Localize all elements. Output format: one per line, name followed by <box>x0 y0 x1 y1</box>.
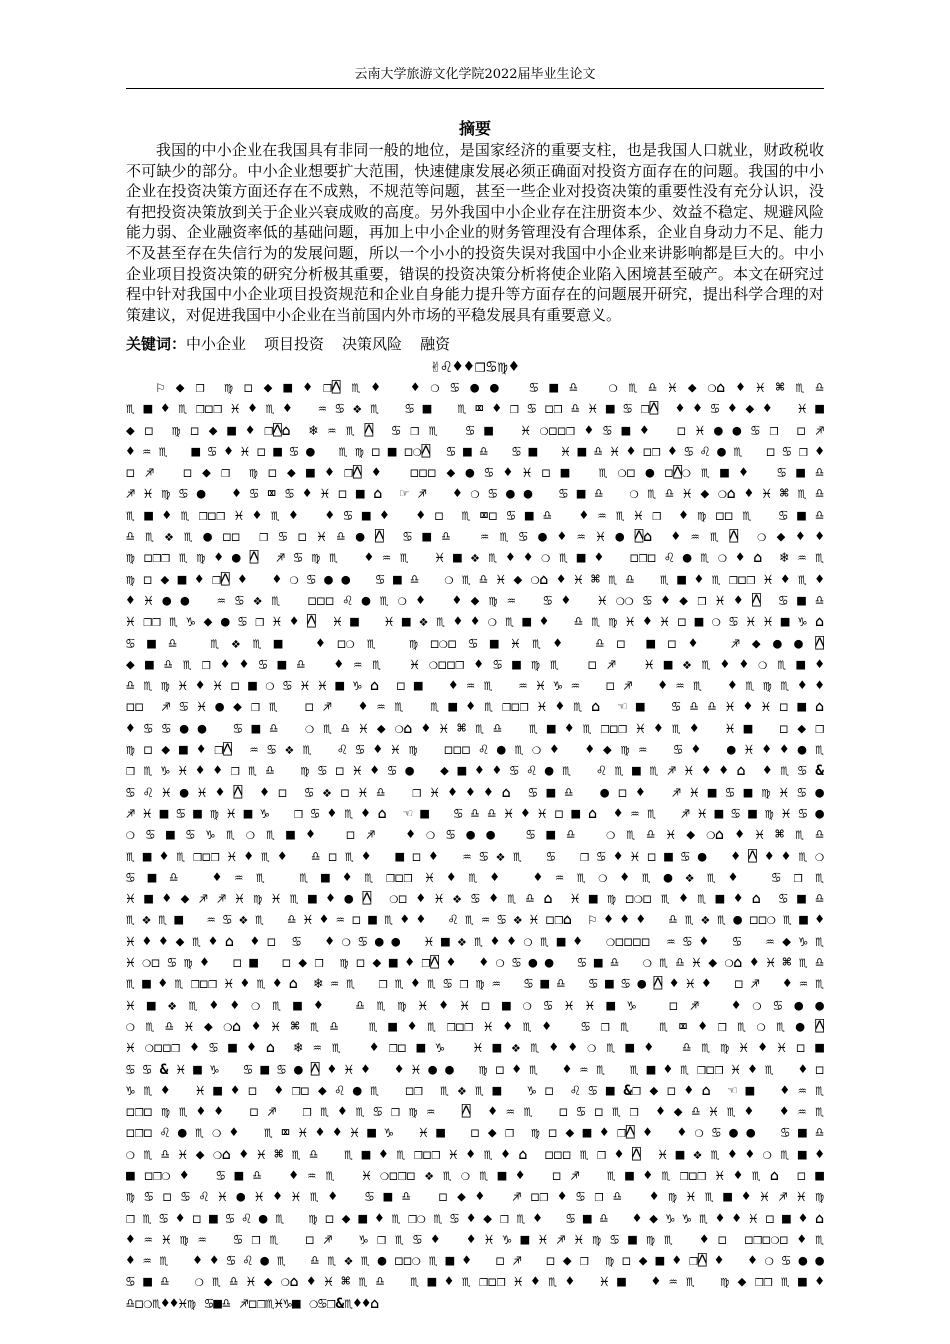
header-rule <box>126 88 824 89</box>
english-abstract-line: ♓♦♦◆♏♦⌂ ♦◻ ♋ ♦❍♋●● ♓■❖♏♦♦❍♏■♦ ❍◻◻◻◻ ♒♋♦ ♋ ♒◆♑♏ <box>126 933 824 950</box>
english-abstract-line: ♏■♦♏❒◻❒♓♦♏♦⌂ ❄♒♏ ❒♏♦♏♋❒♍♒ ♋■♎ ♋■♋●⍓♦♓♦ ◻♐ ♦♒♏ <box>126 976 824 993</box>
english-abstract-line: ♦♓●● ♒♋❖♏ ◻◻◻♌●♏❍♦ ♦◆♍♒ ♋♦ ♓❍❍♋♦◆❒♓♦⍓ ♋■♎ <box>126 592 824 609</box>
english-abstract-line: ♋♋&♓■♑ ♋■♋●⍓♦♓♦ ♦♓●● ♍◻♦♏ ♦♒♏ ♏■♦♏❒◻❒♓♦♏ ♦◻ <box>126 1061 824 1078</box>
english-abstract-line: ♦♋♋●● ♋■♎ ❍♏♎♓◆❍⌂♦♓⌘♏♎ ♏■♦♏❒◻❒♓♦♏♦ ♓■ ◻◆❒ <box>126 720 824 737</box>
english-abstract-line: ♍◻◆■♦❒⍓♦ ♦❍♋●● ♋■♎ ❍♏♎♓◆❍⌂♦♓⌘♏♎ ♏■♦♏❒◻❒♓♦♏♦ <box>126 571 824 588</box>
english-abstract-line: ♍◻❒❒♏♍♦●⍓ ♐♋♍♏ ♦♒♏ ♓■❖♏♦♦❍♏■♦ ◻❒◻♌●♏❍♦⌂ ❄♒♏ <box>126 550 824 567</box>
english-abstract-line: ❍♏♎♓◆❍⌂♦♓⌘♏♎ ♏■♦♏❒◻❒♓♦♏♦ ♋❒♏ ♏⌧♦❒♏❍♏●⍓ <box>126 1018 824 1035</box>
english-abstract-line: ♏■♦♏❒◻❒♓♦♏♦ ♦♋■♦ ♦◻ ♏⌧◻♋■♎ ♦♒♏♓❒ ♦♍◻◻♏ ♋■♎ <box>126 507 824 524</box>
english-abstract-line: ❍♏♎♓◆❍⌂♦♓⌘♏♎ ♏■♦♏❒◻❒♓♦♏♦⌂ ◻◻◻♏❒♦⍓ ♓■❖♏♦♦❍♏■♦ <box>126 1146 824 1163</box>
abstract-body: 我国的中小企业在我国具有非同一般的地位，是国家经济的重要支柱，也是我国人口就业，财政税收不可缺少的部分。中小企业想要扩大范围，快速健康发展必须正确面对投资方面存在的问题。我国的中小企业在投资决策方面还存在不成熟，不规范等问题，甚至一些企业对投资决策的重要性没有充分认识，没有把投资决策放到关于企业兴衰成败的高度。另外我国中小企业存在注册资本少、效益不稳定、规避风险能力弱、企业融资率低的基础问题，再加上中小企业的财务管理没有合理体系，企业自身动力不足、能力不及甚至存在失信行为的发展问题，所以一个小小的投资失误对我国中小企业来讲影响都是巨大的。中小企业项目投资决策的研究分析极其重要，错误的投资决策分析将使企业陷入困境甚至破产。本文在研究过程中针对我国中小企业项目投资规范和企业自身能力提升等方面存在的问题展开研究，提出科学合理的对策建议，对促进我国中小企业在当前国内外市场的平稳发展具有重要意义。 <box>126 141 824 324</box>
english-abstract-line: ♓❍◻♋♍♦ ◻■ ◻◆❒ ♍◻◆■♦❒⍓♦ ♦❍♋●● ♋■♎ ❍♏♎♓◆❍⌂♦♓⌘♏♎ <box>126 955 824 972</box>
english-abstract-line: ♓❍◻◻❒♦♋■♦⌂ ❄♒♏ ♦❒◻■♑ ♓■❖♏♦♦❍♏■♦ ♎♏♍♓♦♓◻■ <box>126 1040 824 1057</box>
english-abstract-line: ◆◻ ♍◻◆■♦❒⍓⌂ ❄♒♏⍓ ♋❒♏ ♋■ ♓❍◻◻❒♦♋■♦ ◻♓●●♋❒ ◻♐ <box>126 422 824 439</box>
english-abstract-line: ♏■♦♏❒◻❒♓♦♏♦ ♒♋❖♏ ♋■ ♏⌧♦❒♋◻❒♎♓■♋❒⍓ ♦♦♋♦◆♦ ♓■ <box>126 401 824 418</box>
english-abstract-line: ♏■♦♏❒◻❒♓♦♏♦ ♎◻♏♦ ■◻♦ ♒♋❖♏ ♋ ❒♋♦♓◻■♋● ♦⍓♦♦♏❍ <box>126 848 824 865</box>
english-abstract-line: ◻♐ ◻◆❒ ♍◻◆■♦❒⍓♦ ◻◻◻◆●♋♦♓◻■ ♏❍◻●◻⍓❍♏■♦ ♋■♎ <box>126 465 824 482</box>
english-abstract-line: ♋■♎ ♦♒♏ ♏■♦♏❒◻❒♓♦♏♦ ♦♒♏❍♦♏●❖♏♦ ♋❒♏ <box>126 869 824 886</box>
english-abstract-line: ♍◻◆■♦❒⍓ ♒♋❖♏ ♌♋♦♓♍ ◻◻◻♌●♏❍♦ ♦◆♍♒ ♋♦ ●♓♦♦●♏ <box>126 742 824 759</box>
english-abstract-line: ♋■♎ ♏❖♏■ ♦◻❍♏ ♍◻❍◻♋■♓♏♦ ♎◻ ■◻♦ ♐◆●●⍓ <box>126 635 824 652</box>
english-abstract-line: ♐♓♍♋● ♦♋⌧♋♦♓◻■⌂ ☞♐ ♦❍♋●● ♋■♎ ❍♏♎♓◆❍⌂♦♓⌘♏♎ <box>126 486 824 503</box>
english-abstract-line: ❍♋■♋♑♏❍♏■♦ ◻♐ ♦❍♋●● ♋■♎ ❍♏♎♓◆❍⌂♦♓⌘♏♎ <box>126 827 824 844</box>
english-abstract-line: ♦♒♓♍♒ ♋❒♏ ◻♐ ♑❒♏♋♦ ♦♓♑■♓♐♓♍♋■♍♏ ♦◻ ◻❒◻❍◻♦♏ <box>126 1231 824 1248</box>
english-abstract-line: ♋■♎ ❍♏♎♓◆❍⌂♦♓⌘♏♎ ♏■♦♏❒◻❒♓♦♏♦ ♓■ ♦♒♏ ♍◆❒❒♏■♦ <box>126 1274 824 1291</box>
abstract-title: 摘要 <box>458 119 491 138</box>
keyword-item: 决策风险 <box>342 335 403 353</box>
keyword-item: 中小企业 <box>186 335 247 353</box>
english-abstract-line: ♑♏♦ ♓■♦◻ ♦❒◻◆♌●♏ ◻❒ ♏❖♏■ ♑◻ ♌♋■&❒◆◻♦⌂ ☜■ ♦♒♏ <box>126 1082 824 1099</box>
english-abstract-line: ♓■♦◆♐♐♓♍♓♏■♦●⍓ ❍◻♦♓❖♋♦♏♎⌂ ♓■♍◻❍◻♏♦♏■♦⌂ ♋■♎ <box>126 891 824 908</box>
english-abstract-title: ✌♌♦♦❒♋♍♦ <box>430 357 520 377</box>
english-abstract-line: ◆■♎♏❒♦♦♋■♎ ♦♒♏ ♓❍◻◻❒♦♋■♍♏ ◻♐ ♓■❖♏♦♦❍♏■♦ <box>126 656 824 673</box>
english-abstract-line: ♎◻❍♏♦♦♓♍ ♋■♎ ♐◻❒♏♓♑■ ❍♋❒&♏♦♦⌂ <box>126 1295 380 1312</box>
keywords-label: 关键词： <box>126 335 187 353</box>
english-abstract-line: ♏❖♏■ ♒♋❖♏ ♎♓♦♒◻■♏♦♦ ♌♏♒♋❖♓◻❒⌂ ⚐♦♦♦ ♎♏❖♏●◻◻❍♏■♦ <box>126 912 824 929</box>
english-abstract-line: ❒♏♑♓♦♦❒♏♎ ♍♋◻♓♦♋● ◆■♦♦♋♌●♏ ♌♏■♏♐♓♦♦⌂ ♦♏♋& <box>126 763 824 780</box>
english-abstract-line: ◻◻ ♐♋♓●◆❒♏ ◻♐ ♦♒♏ ♏■♦♏❒◻❒♓♦♏⌂ ☜■ ♋♎♎♓♦♓◻■⌂ <box>126 699 824 716</box>
english-abstract-line: ♎♏♍♓♦♓◻■❍♋♓♓■♑⌂ ◻■ ♦♒♏ ♒♓♑♒ ◻♐ ♦♒♏ ♦♏♍♏♦♦ <box>126 678 824 695</box>
keywords-line <box>126 334 824 354</box>
english-abstract-line: ♦♒♏ ■♋♦♓◻■♋● ♏♍◻■◻❍⍓ ♋■♎ ♋■ ♓■♎♓♦◻❒♦♋♌●♏ ◻♋❒♦ <box>126 443 824 460</box>
keyword-item: 融资 <box>420 335 451 353</box>
english-abstract-line: ♍♋◻♋♌♓●♓♦♓♏♦ ♋■♎ ◻◆♦ ♐◻❒♦♋❒♎ ♦♍♓♏■♦♓♐♓♍ <box>126 1189 824 1206</box>
english-abstract-line: ■◻❒❍♦ ♋■♎ ♦♒♏ ♓❍◻❒◻❖♏❍♏■♦ ◻♐ ♏■♦♏❒◻❒♓♦♏⌂ ◻■ <box>126 1167 824 1184</box>
english-abstract-line: ◻❒◻♍♏♦♦ ◻♐ ❒♏♦♏♋❒♍♒ ⍓ ♦♒♏ ◻♋◻♏❒ ♦◆♎♓♏♦ ♦♒♏ <box>126 1104 824 1121</box>
english-abstract-line: ♋♌♓●♓♦⍓ ♦◻ ♋❖◻♓♎ ❒♓♦♦♦⌂ ♋■♎ ●◻♦ ♐♓■♋■♍♓♋● <box>126 784 824 801</box>
english-abstract-line: ♦♒♏ ♦♦♋♌●♏ ♎♏❖♏●◻◻❍♏■♦ ◻♐ ◻◆❒ ♍◻◆■♦❒⍓♦ ♦❍♋●● <box>126 1253 824 1270</box>
english-abstract-line: ◻❒◻♌●♏❍♦ ♏⌧♓♦♦♓■♑ ♓■ ◻◆❒ ♍◻◆■♦❒⍓♦ ♦❍♋●● ♋■♎ <box>126 1125 824 1142</box>
english-abstract-line: ♓❒❒♏♑◆●♋❒♓♦⍓ ♓■ ♓■❖♏♦♦❍♏■♦ ♎♏♍♓♦♓◻■❍♋♓♓■♑⌂ <box>126 614 824 631</box>
english-abstract-line: ♎♏❖♏●◻◻ ❒♋◻♓♎●⍓ ♋■♎ ♒♏♋●♦♒♓●⍓⌂ ♦♒♏⍓ ❍◆♦♦ <box>126 529 824 546</box>
english-abstract-body <box>126 378 824 1315</box>
english-abstract-line: ♐♓■♋■♍♓■♑ ❒♋♦♏♦⌂ ☜■ ♋♎♎♓♦♓◻■⌂ ♦♒♏ ♐♓■♋■♍♓♋● <box>126 805 824 822</box>
page-header: 云南大学旅游文化学院2022届毕业生论文 <box>354 67 596 82</box>
english-abstract-line: ⚐◆❒ ♍◻◆■♦❒⍓♏♦ ♦❍♋●● ♋■♎ ❍♏♎♓◆❍⌂♦♓⌘♏♎ <box>156 380 824 396</box>
keyword-item: 项目投资 <box>264 335 325 353</box>
english-abstract-line: ❒♏♋♦◻■♋♌●♏ ♍◻◆■♦♏❒❍♏♋♦◆❒♏♦ ♋■♎ ♦◆♑♑♏♦♦♓◻■♦⌂ <box>126 1210 824 1227</box>
english-abstract-line: ♓■❖♏♦♦❍♏■♦ ♎♏♍♓♦♓◻■❍♋♓♓■♑ ◻♐ ♦❍♋●● <box>126 997 824 1014</box>
